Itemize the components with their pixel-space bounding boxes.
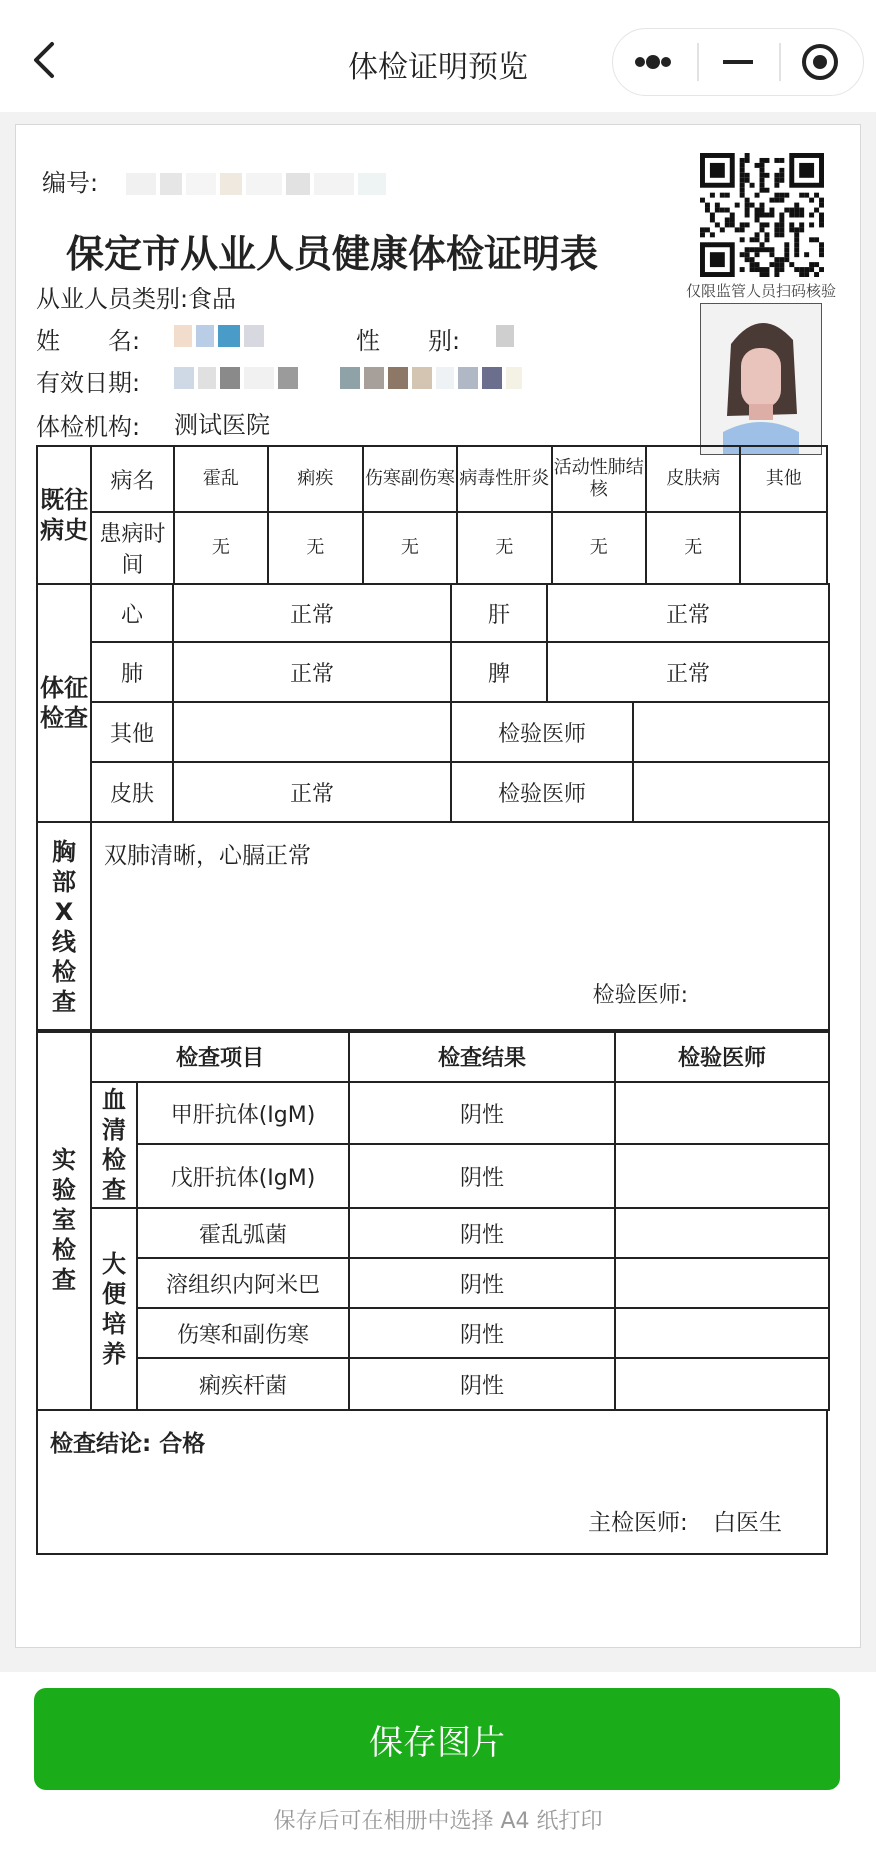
- lab-doctor: [615, 1308, 829, 1358]
- xray-result: 双肺清晰，心膈正常: [104, 843, 311, 869]
- valid-date-label: 有效日期:: [36, 369, 141, 397]
- name-redacted: [174, 325, 268, 347]
- conclusion-label: 检查结论:: [50, 1431, 152, 1457]
- number-redacted: [126, 173, 390, 195]
- form-title: 保定市从业人员健康体检证明表: [66, 232, 599, 276]
- xray-content: [91, 822, 829, 1032]
- liver-label: 肝: [451, 584, 547, 642]
- history-header-cell: 伤寒副伤寒: [363, 446, 457, 512]
- number-label: 编号:: [42, 169, 99, 197]
- minimize-icon[interactable]: [699, 29, 777, 95]
- chief-doctor-label: 主检医师:: [587, 1510, 688, 1536]
- conclusion-table: [36, 1409, 828, 1555]
- qr-caption: 仅限监管人员扫码核验: [686, 282, 837, 300]
- navigation-bar: [0, 0, 876, 112]
- xray-table: [36, 821, 830, 1033]
- save-image-button[interactable]: 保存图片: [34, 1688, 840, 1790]
- lab-header-doctor: 检验医师: [615, 1030, 829, 1082]
- gender-redacted: [496, 325, 518, 347]
- history-cell: 无: [552, 512, 646, 584]
- history-cell: 无: [174, 512, 268, 584]
- lab-header-item: 检查项目: [91, 1030, 349, 1082]
- page-title: 体检证明预览: [348, 50, 528, 85]
- physical-section-label: 体征检查: [37, 584, 91, 822]
- xray-doctor-label: 检验医师:: [592, 983, 688, 1008]
- history-header-cell: 皮肤病: [646, 446, 740, 512]
- history-cell: 无: [268, 512, 362, 584]
- lab-doctor: [615, 1258, 829, 1308]
- history-header-cell: 其他: [740, 446, 827, 512]
- serum-group-label: 血清检查: [91, 1082, 137, 1208]
- valid-date-redacted: [174, 367, 526, 389]
- doctor-value: [633, 702, 829, 762]
- history-header-cell: 活动性肺结核: [552, 446, 646, 512]
- lab-doctor: [615, 1144, 829, 1208]
- lab-item: 痢疾杆菌: [137, 1358, 349, 1410]
- lab-item: 甲肝抗体(IgM): [137, 1082, 349, 1144]
- menu-capsule: [612, 28, 864, 96]
- history-header-cell: 病毒性肝炎: [457, 446, 551, 512]
- history-row-time-label: 患病时间: [91, 512, 173, 584]
- org-value: 测试医院: [174, 411, 270, 439]
- lab-section-label: 实验室检查: [37, 1030, 91, 1410]
- heart-label: 心: [91, 584, 173, 642]
- doctor-value: [633, 762, 829, 822]
- skin-label: 皮肤: [91, 762, 173, 822]
- name-label: 姓 名:: [36, 327, 141, 355]
- history-header-cell: 痢疾: [268, 446, 362, 512]
- lab-doctor: [615, 1208, 829, 1258]
- avatar-photo: [700, 303, 822, 455]
- conclusion-value: 合格: [159, 1431, 206, 1457]
- history-header-disease: 病名: [91, 446, 173, 512]
- certificate-card: [15, 124, 861, 1648]
- xray-section-label: 胸部X线检查: [37, 822, 91, 1032]
- category-label: 从业人员类别:: [36, 285, 189, 313]
- lab-doctor: [615, 1358, 829, 1410]
- qr-code-icon: [700, 153, 824, 277]
- stool-group-label: 大便培养: [91, 1208, 137, 1410]
- more-icon[interactable]: [613, 29, 691, 95]
- lung-value: 正常: [173, 642, 451, 702]
- lab-item: 溶组织内阿米巴: [137, 1258, 349, 1308]
- print-hint: 保存后可在相册中选择 A4 纸打印: [273, 1809, 603, 1834]
- lab-result: 阴性: [349, 1358, 615, 1410]
- lab-result: 阴性: [349, 1308, 615, 1358]
- spleen-value: 正常: [547, 642, 829, 702]
- physical-table: [36, 583, 830, 823]
- chief-doctor-value: 白医生: [713, 1510, 782, 1536]
- org-label: 体检机构:: [36, 413, 141, 441]
- history-cell: 无: [363, 512, 457, 584]
- lab-result: 阴性: [349, 1144, 615, 1208]
- lab-result: 阴性: [349, 1082, 615, 1144]
- history-section-label: 既往病史: [37, 446, 91, 584]
- history-table: [36, 445, 828, 585]
- other-value: [173, 702, 451, 762]
- category-value: 食品: [188, 285, 236, 313]
- gender-label: 性 别:: [356, 327, 461, 355]
- skin-value: 正常: [173, 762, 451, 822]
- lab-item: 戊肝抗体(IgM): [137, 1144, 349, 1208]
- conclusion-box: [37, 1410, 827, 1554]
- doctor-label: 检验医师: [451, 762, 633, 822]
- lab-header-result: 检查结果: [349, 1030, 615, 1082]
- history-header-cell: 霍乱: [174, 446, 268, 512]
- lab-doctor: [615, 1082, 829, 1144]
- lung-label: 肺: [91, 642, 173, 702]
- lab-item: 伤寒和副伤寒: [137, 1308, 349, 1358]
- lab-table: [36, 1029, 830, 1411]
- lab-result: 阴性: [349, 1258, 615, 1308]
- heart-value: 正常: [173, 584, 451, 642]
- liver-value: 正常: [547, 584, 829, 642]
- history-cell: 无: [457, 512, 551, 584]
- doctor-label: 检验医师: [451, 702, 633, 762]
- other-label: 其他: [91, 702, 173, 762]
- close-target-icon[interactable]: [781, 29, 859, 95]
- spleen-label: 脾: [451, 642, 547, 702]
- lab-item: 霍乱弧菌: [137, 1208, 349, 1258]
- lab-result: 阴性: [349, 1208, 615, 1258]
- history-cell: 无: [646, 512, 740, 584]
- history-cell: [740, 512, 827, 584]
